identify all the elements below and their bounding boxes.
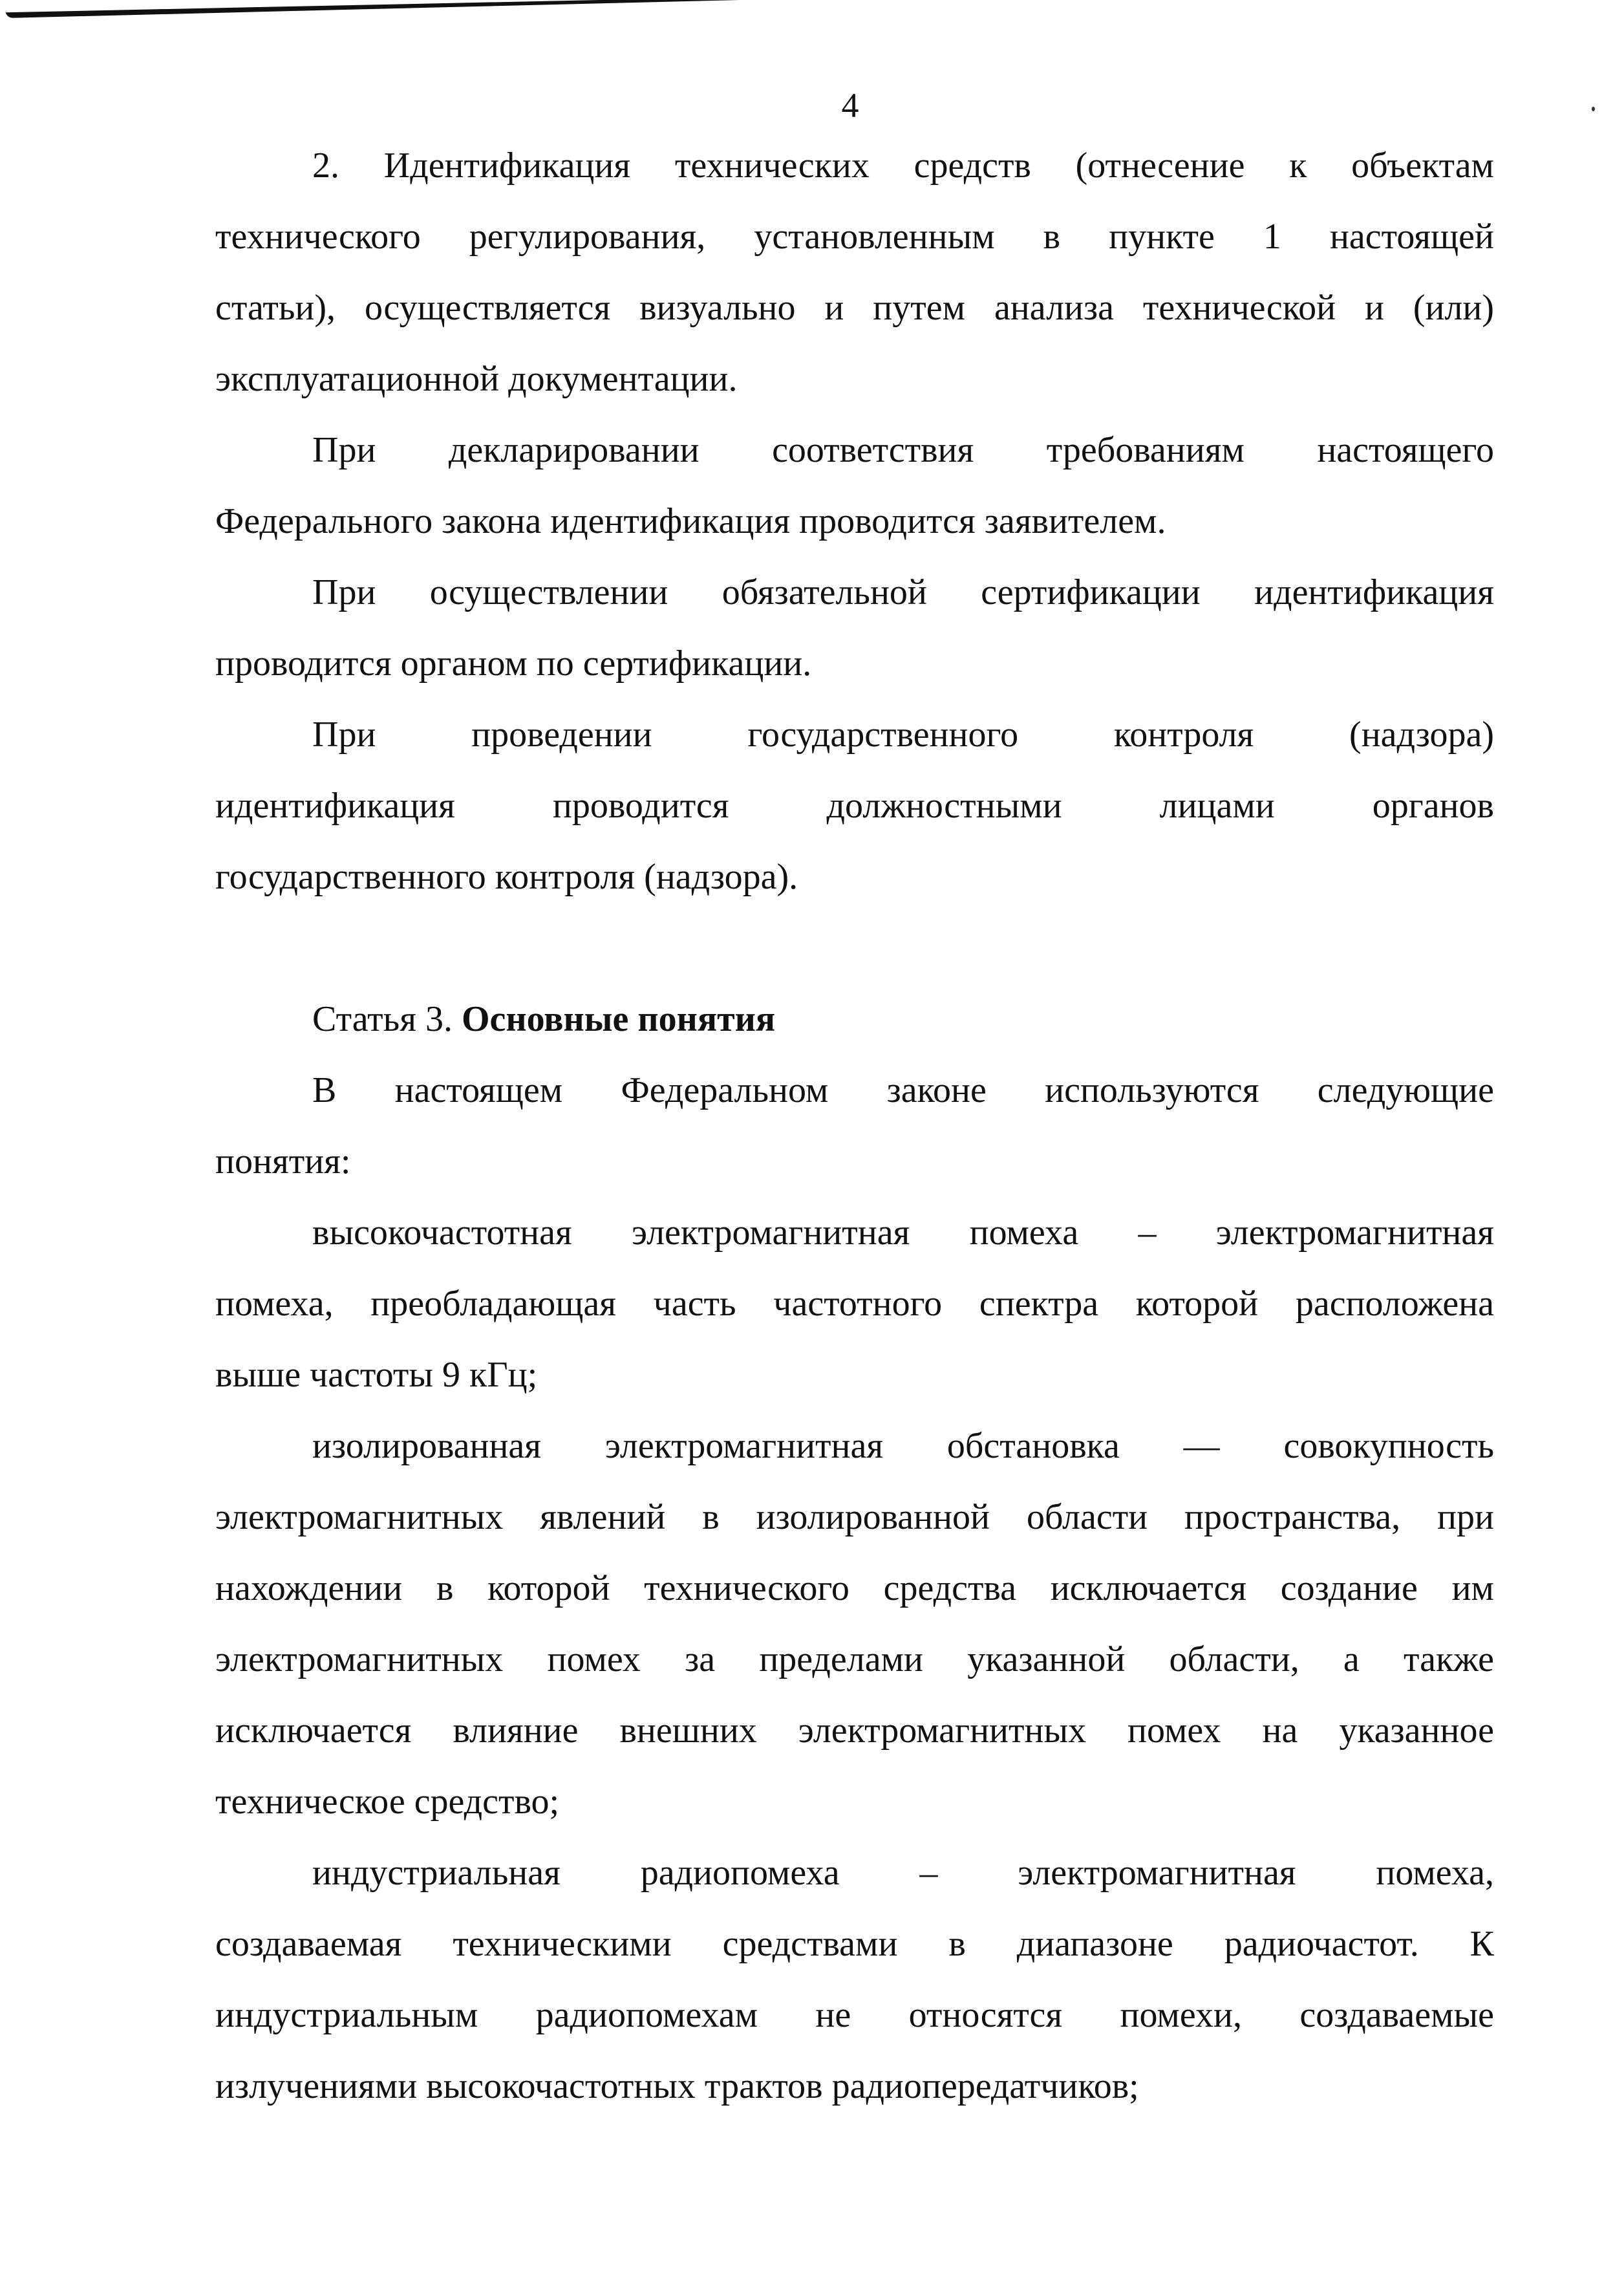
paragraph-line: электромагнитных явлений в изолированной области пространства, при bbox=[215, 1497, 1494, 1537]
paragraph-line: При осуществлении обязательной сертификации идентификация bbox=[312, 572, 1494, 612]
paragraph-line: статьи), осуществляется визуально и путем анализа технической и (или) bbox=[215, 288, 1494, 328]
section-definitions bbox=[215, 1055, 1494, 2122]
paragraph-line: понятия: bbox=[215, 1141, 351, 1181]
paragraph-line: При декларировании соответствия требованиям настоящего bbox=[312, 430, 1494, 470]
paragraph-line: Федерального закона идентификация проводится заявителем. bbox=[215, 501, 1166, 541]
article-prefix: Статья 3. bbox=[312, 999, 453, 1039]
paragraph-line: нахождении в которой технического средства исключается создание им bbox=[215, 1568, 1494, 1608]
paragraph-line: излучениями высокочастотных трактов радиопередатчиков; bbox=[215, 2066, 1139, 2106]
paragraph-line: эксплуатационной документации. bbox=[215, 359, 738, 399]
paragraph-line: При проведении государственного контроля (надзора) bbox=[312, 715, 1494, 755]
paragraph-line: создаваемая техническими средствами в диапазоне радиочастот. К bbox=[215, 1924, 1494, 1964]
article-title: Основные понятия bbox=[461, 999, 776, 1039]
paragraph-line: помеха, преобладающая часть частотного спектра которой расположена bbox=[215, 1284, 1494, 1324]
paragraph-line: высокочастотная электромагнитная помеха – электромагнитная bbox=[312, 1213, 1494, 1253]
paragraph-line: В настоящем Федеральном законе используются следующие bbox=[312, 1070, 1494, 1110]
paragraph-line: выше частоты 9 кГц; bbox=[215, 1355, 538, 1395]
section-identification bbox=[215, 130, 1494, 912]
paragraph-line: идентификация проводится должностными лицами органов bbox=[215, 786, 1494, 826]
paragraph-line: техническое средство; bbox=[215, 1782, 560, 1822]
paragraph-line: электромагнитных помех за пределами указанной области, а также bbox=[215, 1639, 1494, 1679]
paragraph-line: исключается влияние внешних электромагнитных помех на указанное bbox=[215, 1710, 1494, 1751]
article-heading bbox=[215, 984, 1494, 1055]
paragraph-line: государственного контроля (надзора). bbox=[215, 857, 798, 897]
paragraph-line: 2. Идентификация технических средств (отнесение к объектам bbox=[312, 146, 1494, 186]
paragraph-line: индустриальным радиопомехам не относятся помехи, создаваемые bbox=[215, 1995, 1494, 2035]
document-body bbox=[215, 130, 1494, 2122]
scan-artifact-bar bbox=[5, 0, 762, 18]
paragraph-line: индустриальная радиопомеха – электромагнитная помеха, bbox=[312, 1853, 1494, 1893]
paragraph-line: изолированная электромагнитная обстановка — совокупность bbox=[312, 1426, 1494, 1466]
paragraph-line: технического регулирования, установленным в пункте 1 настоящей bbox=[215, 217, 1494, 257]
paragraph-line: проводится органом по сертификации. bbox=[215, 643, 812, 684]
page-number: 4 bbox=[841, 86, 859, 125]
